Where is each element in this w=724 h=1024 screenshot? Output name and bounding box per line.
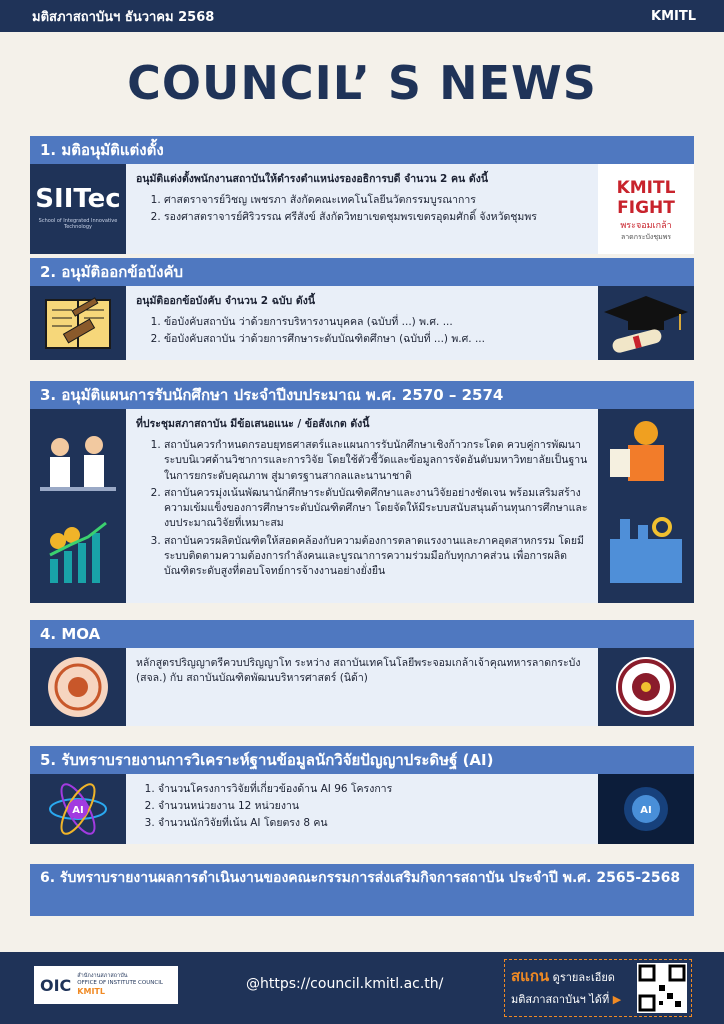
scan-line1: ดูรายละเอียด xyxy=(552,971,615,984)
list-item: 3. สถาบันควรผลิตบัณฑิตให้สอดคล้องกับความต้องการตลาดแรงงานและภาคอุตสาหกรรม โดยมีระบบติดตามความต้องการกำลังคนและบูรณาการความร่วมมือกับทุกภาคส่วน เพื่อการผลิตบัณฑิตระดับสูงที่ตอบโจทย์การจ้างงานอย่างยั่งยืน xyxy=(164,534,588,580)
qr-code-icon[interactable] xyxy=(637,963,687,1013)
item-list xyxy=(136,782,588,832)
kmitl-fight-logo xyxy=(598,164,694,254)
item-list xyxy=(136,315,588,347)
siitec-logo-sub: School of Integrated Innovative Technology xyxy=(38,218,118,230)
oic-logo xyxy=(34,966,178,1004)
fight-logo-line1: KMITL xyxy=(616,178,676,198)
kmitl-seal-icon xyxy=(30,648,126,726)
gavel-book-icon xyxy=(30,286,126,360)
footer xyxy=(0,952,724,1024)
list-item: 1. สถาบันควรกำหนดกรอบยุทธศาสตร์และแผนการรับนักศึกษาเชิงก้าวกระโดด ควบคู่การพัฒนาระบบนิเวศด้านวิชาการและการวิจัย โดยใช้ตัวชี้วัดและข้อมูลการจัดอันดับมหาวิทยาลัยเป็นฐานในการยกระดับคุณภาพ สู่มาตรฐานสากลและนานาชาติ xyxy=(164,438,588,484)
arrow-right-icon: ▶ xyxy=(612,993,622,1006)
scan-label: สแกน xyxy=(511,967,550,985)
section-body xyxy=(30,286,694,360)
section-lead: ที่ประชุมสภาสถาบัน มีข้อเสนอแนะ / ข้อสังเกต ดังนี้ xyxy=(136,418,370,430)
ai-atom-label: AI xyxy=(72,805,84,816)
section-content xyxy=(136,417,588,581)
ai-atom-icon xyxy=(30,774,126,844)
engineer-factory-icon xyxy=(598,409,694,603)
section-heading: 4. MOA xyxy=(30,620,694,648)
section-heading: 1. มติอนุมัติแต่งตั้ง xyxy=(30,136,694,164)
section-lead: อนุมัติออกข้อบังคับ จำนวน 2 ฉบับ ดังนี้ xyxy=(136,295,315,307)
section-regulations xyxy=(30,258,694,360)
section-content xyxy=(136,656,588,686)
nida-seal-icon xyxy=(598,648,694,726)
list-item: 2. ข้อบังคับสถาบัน ว่าด้วยการศึกษาระดับบัณฑิตศึกษา (ฉบับที่ ...) พ.ศ. ... xyxy=(164,332,588,347)
moa-text: หลักสูตรปริญญาตรีควบปริญญาโท ระหว่าง สถาบันเทคโนโลยีพระจอมเกล้าเจ้าคุณทหารลาดกระบัง (สจล.) กับ สถาบันบัณฑิตพัฒนบริหารศาสตร์ (นิด้า) xyxy=(136,657,581,685)
section-admission-plan xyxy=(30,381,694,603)
section-heading: 6. รับทราบรายงานผลการดำเนินงานของคณะกรรมการส่งเสริมกิจการสถาบัน ประจำปี พ.ศ. 2565-2568 xyxy=(40,870,681,886)
list-item: 2. รองศาสตราจารย์ศิริวรรณ ศรีสังข์ สังกัดวิทยาเขตชุมพรเขตรอุดมศักดิ์ จังหวัดชุมพร xyxy=(164,210,588,225)
scientists-icon xyxy=(30,409,126,603)
graduation-cap-icon xyxy=(598,286,694,360)
list-item: 1. จำนวนโครงการวิจัยที่เกี่ยวข้องด้าน AI 96 โครงการ xyxy=(158,782,588,797)
ai-brain-label: AI xyxy=(640,805,652,816)
siitec-logo xyxy=(30,164,126,254)
section-heading: 3. อนุมัติแผนการรับนักศึกษา ประจำปีงบประมาณ พ.ศ. 2570 – 2574 xyxy=(30,381,694,409)
section-body xyxy=(30,164,694,254)
oic-logo-thai: สำนักงานสภาสถาบัน xyxy=(77,972,128,979)
ai-brain-icon xyxy=(598,774,694,844)
section-lead: อนุมัติแต่งตั้งพนักงานสถาบันให้ดำรงตำแหน่งรองอธิการบดี จำนวน 2 คน ดังนี้ xyxy=(136,173,489,185)
top-bar xyxy=(0,0,724,32)
oic-logo-mark: OIC xyxy=(40,975,72,995)
scan-qr-box[interactable] xyxy=(504,959,692,1017)
section-body xyxy=(30,774,694,844)
council-url-link[interactable]: @https://council.kmitl.ac.th/ xyxy=(246,976,444,992)
fight-logo-line4: ลาดกระบังชุมพร xyxy=(620,233,672,241)
fight-logo-line2: FIGHT xyxy=(617,198,675,218)
oic-logo-kmitl: KMITL xyxy=(77,986,105,996)
list-item: 1. ข้อบังคับสถาบัน ว่าด้วยการบริหารงานบุคคล (ฉบับที่ ...) พ.ศ. ... xyxy=(164,315,588,330)
list-item: 1. ศาสตราจารย์วิชญ เพชรภา สังกัดคณะเทคโนโลยีนวัตกรรมบูรณาการ xyxy=(164,193,588,208)
issue-label: มติสภาสถาบันฯ ธันวาคม 2568 xyxy=(32,9,215,25)
section-body xyxy=(30,409,694,603)
oic-logo-eng: OFFICE OF INSTITUTE COUNCIL xyxy=(77,979,163,986)
section-heading: 2. อนุมัติออกข้อบังคับ xyxy=(30,258,694,286)
section-ai-report xyxy=(30,746,694,844)
list-item: 3. จำนวนนักวิจัยที่เน้น AI โดยตรง 8 คน xyxy=(158,816,588,831)
siitec-logo-title: SIITec xyxy=(35,184,121,214)
section-content xyxy=(136,294,588,350)
scan-line2: มติสภาสถาบันฯ ได้ที่ xyxy=(511,993,610,1006)
list-item: 2. สถาบันควรมุ่งเน้นพัฒนานักศึกษาระดับบัณฑิตศึกษาและงานวิจัยอย่างชัดเจน พร้อมเสริมสร้างความเข้มแข็งของการศึกษาระดับบัณฑิตศึกษา โดยจัดให้มีระบบสนับสนุนด้านทุนการศึกษาและงบประมาณวิจัยที่เหมาะสม xyxy=(164,486,588,532)
section-content xyxy=(136,172,588,228)
item-list xyxy=(136,193,588,225)
list-item: 2. จำนวนหน่วยงาน 12 หน่วยงาน xyxy=(158,799,588,814)
section-content xyxy=(136,782,588,834)
section-moa xyxy=(30,620,694,726)
item-list xyxy=(136,438,588,579)
section-appointment xyxy=(30,136,694,254)
page-title: COUNCIL’ S NEWS xyxy=(127,56,597,110)
section-committee-report xyxy=(30,864,694,916)
section-body xyxy=(30,648,694,726)
fight-logo-line3: พระจอมเกล้า xyxy=(620,221,672,231)
brand-label: KMITL xyxy=(651,8,696,24)
section-heading: 5. รับทราบรายงานการวิเคราะห์ฐานข้อมูลนักวิจัยปัญญาประดิษฐ์ (AI) xyxy=(30,746,694,774)
